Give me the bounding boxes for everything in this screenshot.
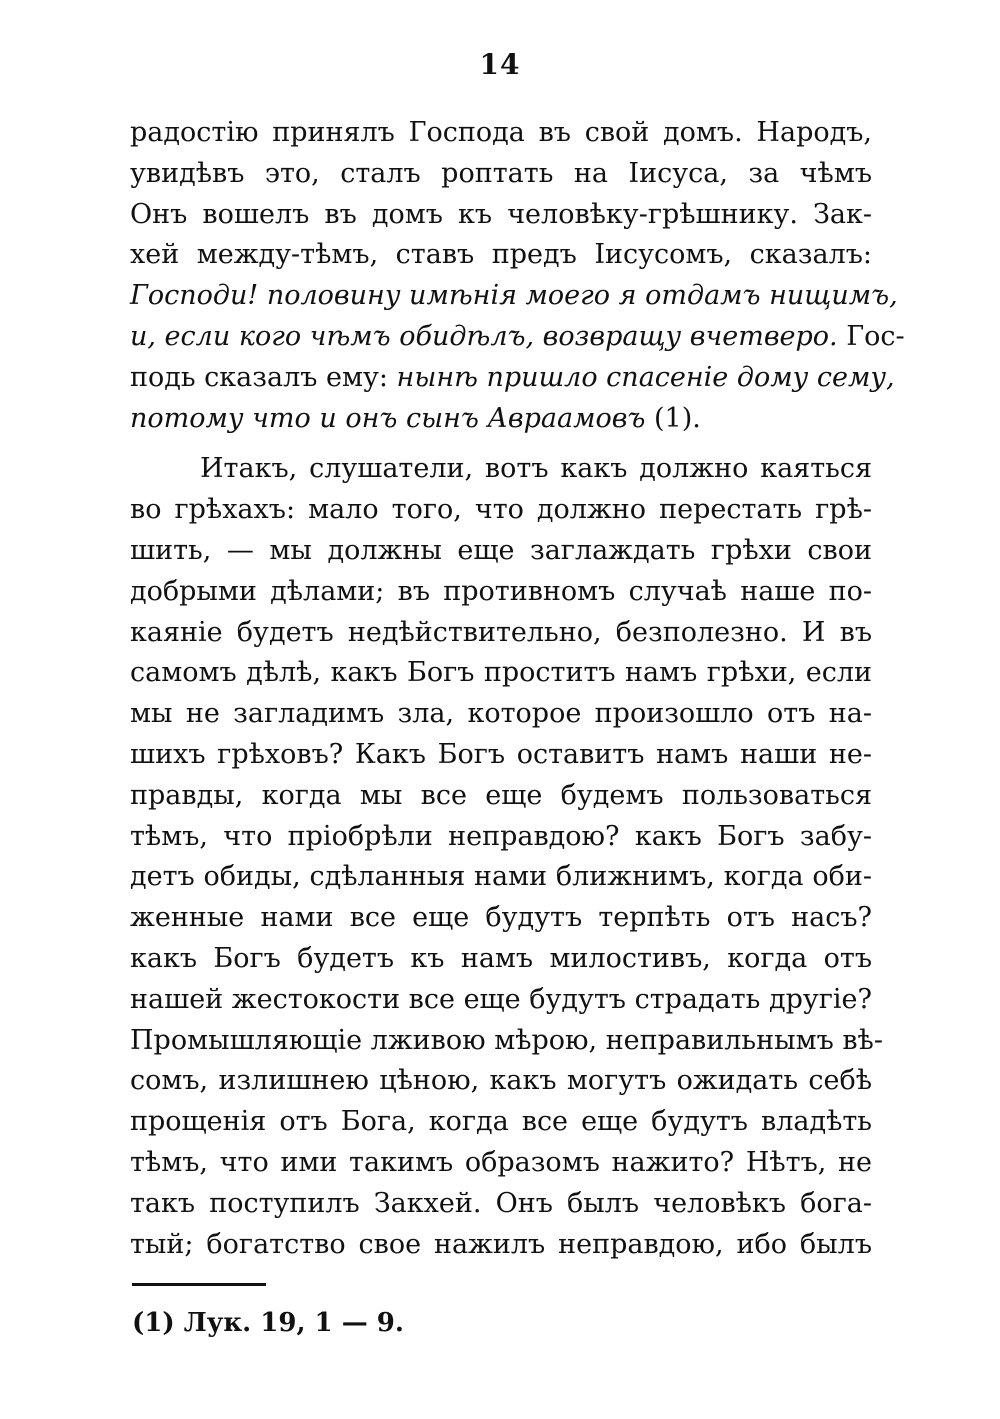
text-line [130,113,872,154]
text-line [130,399,872,440]
footnote-separator [132,1283,266,1286]
text-line [130,358,895,399]
text-line: какъ Богъ будетъ къ намъ милостивъ, когда отъ [130,942,872,974]
italic-run: Господи! половину имѣнія моего я отдамъ нищимъ, [130,280,898,312]
text-line [130,154,872,195]
text-run: (1). [645,402,701,434]
italic-run: и, если кого чѣмъ обидѣлъ, возвращу вчетверо. [130,320,838,352]
text-line: нашей жестокости все еще будутъ страдать другіе? [130,983,872,1015]
text-line [130,276,898,317]
text-run: Онъ вошелъ въ домъ къ человѣку-грѣшнику. Зак- [130,198,872,230]
text-line: тѣмъ, что ими такимъ образомъ нажито? Нѣтъ, не [130,1146,872,1178]
text-run: увидѣвъ это, сталъ роптать на Іисуса, за чѣмъ [130,157,872,189]
text-run: хей между-тѣмъ, ставъ предъ Іисусомъ, сказалъ: [130,239,872,271]
text-line: правды, когда мы все еще будемъ пользоваться [130,779,872,811]
text-line: тый; богатство свое нажилъ неправдою, ибо былъ [130,1228,872,1260]
text-line: самомъ дѣлѣ, какъ Богъ проститъ намъ грѣхи, если [130,657,872,689]
text-line [130,317,905,358]
paragraph-1 [130,113,905,439]
text-line: шихъ грѣховъ? Какъ Богъ оставитъ намъ наши не- [130,738,872,770]
text-line [130,235,872,276]
body-text [130,113,905,1265]
text-line: шить, — мы должны еще заглаждать грѣхи свои [130,534,872,566]
text-line: мы не загладимъ зла, которое произошло отъ на- [130,698,872,730]
text-line: прощенія отъ Бога, когда все еще будутъ владѣть [130,1106,872,1138]
text-line: женные нами все еще будутъ терпѣть отъ насъ? [130,902,872,934]
text-line: Промышляющіе лживою мѣрою, неправильнымъ вѣ- [130,1024,883,1056]
text-line: добрыми дѣлами; въ противномъ случаѣ наше по- [130,575,872,607]
text-line: тѣмъ, что пріобрѣли неправдою? какъ Богъ забу- [130,820,872,852]
text-line: детъ обиды, сдѣланныя нами ближнимъ, когда оби- [130,861,872,893]
text-run: Гос- [837,320,905,352]
paragraph-2 [130,449,883,1265]
text-line: каяніе будетъ недѣйствительно, безполезно. И въ [130,616,872,648]
text-run: радостію принялъ Господа въ свой домъ. Народъ, [130,117,872,148]
footnote: (1) Лук. 19, 1 — 9. [132,1308,404,1338]
text-line: во грѣхахъ: мало того, что должно перестать грѣ- [130,494,872,526]
italic-run: нынѣ пришло спасеніе дому сему, [396,361,895,393]
text-run: подь сказалъ ему: [130,361,397,393]
italic-run: потому что и онъ сынъ Авраамовъ [130,402,646,434]
text-line: сомъ, излишнею цѣною, какъ могутъ ожидать себѣ [130,1065,872,1097]
text-line: Итакъ, слушатели, вотъ какъ должно каяться [200,453,872,485]
text-line [130,195,872,236]
text-line: такъ поступилъ Закхей. Онъ былъ человѣкъ бога- [130,1187,872,1219]
page-number: 14 [479,48,521,81]
